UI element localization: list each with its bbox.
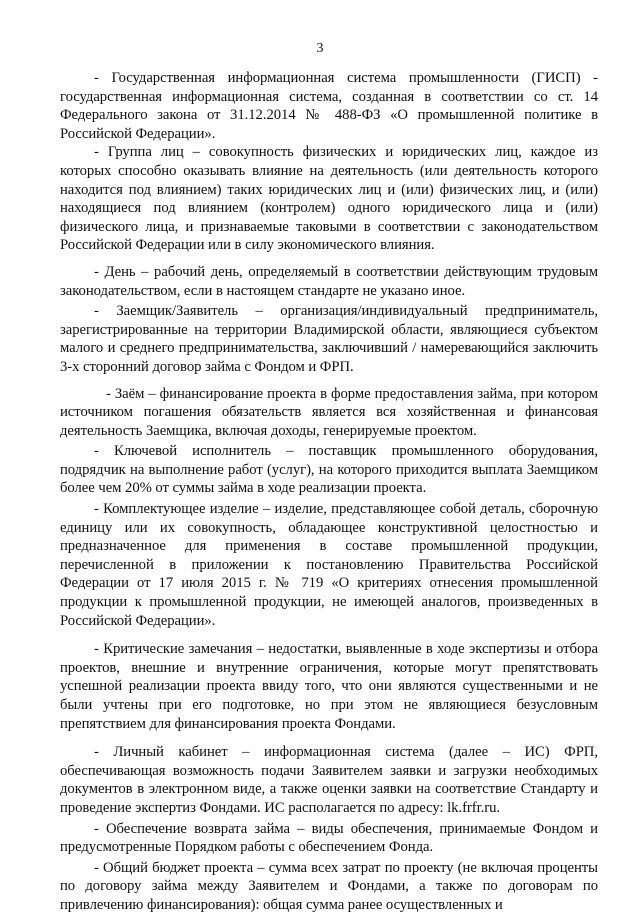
definition-loan: - Заём – финансирование проекта в форме предоставления займа, при котором источником погашения обязательств является вся хозяйственная и финансовая деятельность Заемщика, включая доходы, генерируемые проектом.: [60, 385, 598, 439]
definition-loan-security: - Обеспечение возврата займа – виды обеспечения, принимаемые Фондом и предусмотренные Порядком работы с обеспечением Фонда.: [60, 820, 598, 856]
definition-personal-account: - Личный кабинет – информационная система (далее – ИС) ФРП, обеспечивающая возможность подачи Заявителем заявки и загрузки необходимых документов в электронном виде, а также оценки заявки на соответствие Стандарту и проведение экспертиз Фондами. ИС располагается по адресу: lk.frfr.ru.: [60, 744, 598, 816]
definition-borrower-applicant: - Заемщик/Заявитель – организация/индивидуальный предприниматель, зарегистрированные на территории Владимирской области, являющиеся субъектом малого и среднего предпринимательства, заключивший / намеревающийся заключить 3-х сторонний договор займа с Фондом и ФРП.: [60, 303, 598, 375]
definition-gisp: - Государственная информационная система промышленности (ГИСП) - государственная информационная система, созданная в соответствии со ст. 14 Федерального закона от 31.12.2014 № 488-ФЗ «О промышленной политике в Российской Федерации».: [60, 70, 598, 142]
definition-critical-remarks: - Критические замечания – недостатки, выявленные в ходе экспертизы и отбора проектов, внешние и внутренние ограничения, которые могут препятствовать успешной реализации проекта ввиду того, что они являются существенными и не были учтены при его подготовке, но при этом не являющиеся безусловным препятствием для финансирования проекта Фондами.: [60, 641, 598, 732]
page-number: 3: [316, 41, 324, 56]
definition-component-item: - Комплектующее изделие – изделие, представляющее собой деталь, сборочную единицу или их совокупность, обладающее конструктивной целостностью и предназначенное для применения в составе промышленной продукции, перечисленной в приложении к постановлению Правительства Российской Федерации от 17 июля 2015 г. № 719 «О критериях отнесения промышленной продукции к промышленной продукции, не имеющей аналогов, произведенных в Российской Федерации».: [60, 501, 598, 629]
definition-day: - День – рабочий день, определяемый в соответствии действующим трудовым законодательством, если в настоящем стандарте не указано иное.: [60, 263, 598, 299]
definitions-list: [60, 69, 598, 915]
definition-total-project-budget: - Общий бюджет проекта – сумма всех затрат по проекту (не включая проценты по договору займа между Заявителем и Фондами, а также по договорам по привлечению финансирования): общая сумма ранее осуществленных и: [60, 859, 598, 913]
definition-group-of-persons: - Группа лиц – совокупность физических и юридических лиц, каждое из которых способно оказывать влияние на деятельность (или деятельность которого находится под влиянием) таких юридических лиц и (или) физических лиц, и (или) находящиеся под влиянием (контролем) одного юридического лица и (или) физического лица, и признаваемые таковыми в соответствии с законодательством Российской Федерации или в силу экономического влияния.: [60, 144, 598, 254]
definition-key-contractor: - Ключевой исполнитель – поставщик промышленного оборудования, подрядчик на выполнение работ (услуг), на которого приходится выплата Заемщиком более чем 20% от суммы займа в ходе реализации проекта.: [60, 443, 598, 497]
